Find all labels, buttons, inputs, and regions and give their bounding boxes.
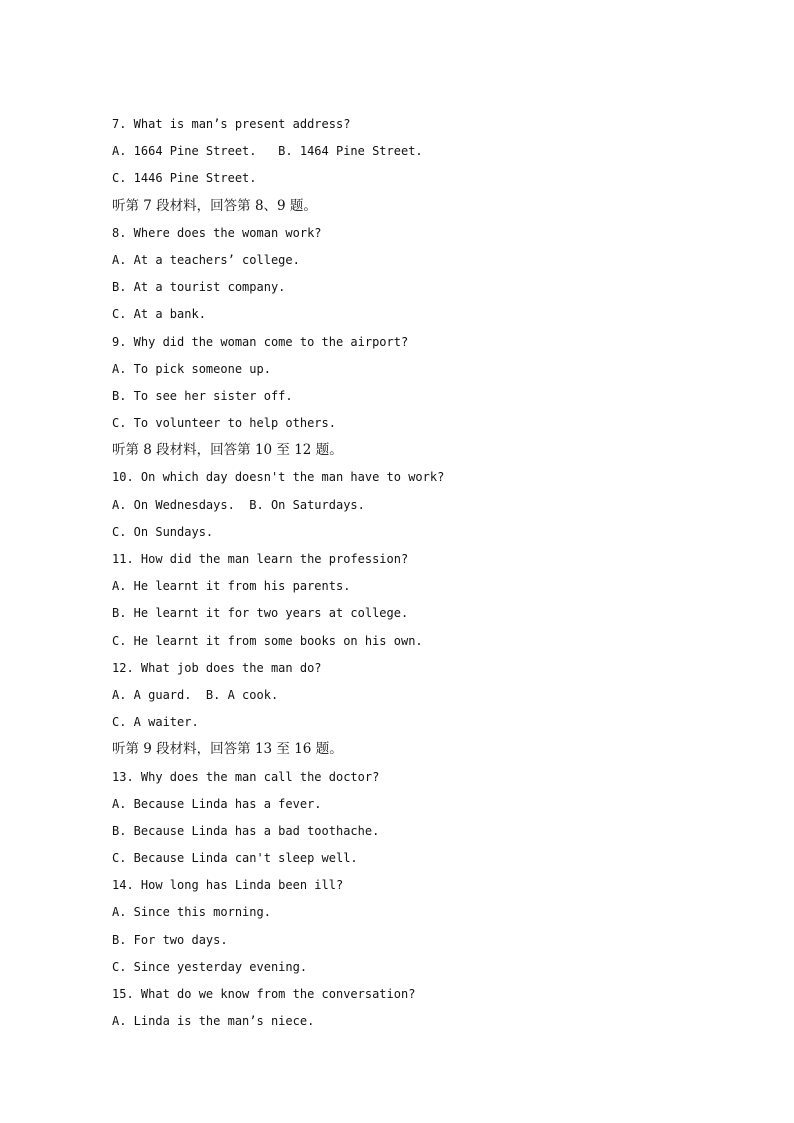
- option-line: C. At a bank.: [112, 307, 206, 322]
- option-line: A. Linda is the man’s niece.: [112, 1014, 315, 1029]
- option-line: B. For two days.: [112, 932, 228, 947]
- option-line: A. To pick someone up.: [112, 361, 271, 376]
- option-line: A. Because Linda has a fever.: [112, 796, 322, 811]
- question-15: 15. What do we know from the conversation?: [112, 987, 416, 1001]
- section-instruction: 听第 9 段材料，回答第 13 至 16 题。: [112, 741, 343, 758]
- option-line: A. On Wednesdays. B. On Saturdays.: [112, 497, 365, 512]
- question-list: [112, 114, 712, 1038]
- question-13: 13. Why does the man call the doctor?: [112, 769, 380, 784]
- option-line: B. At a tourist company.: [112, 280, 286, 295]
- option-line: A. 1664 Pine Street. B. 1464 Pine Street.: [112, 144, 423, 159]
- option-line: A. A guard. B. A cook.: [112, 687, 279, 702]
- section-instruction: 听第 8 段材料，回答第 10 至 12 题。: [112, 442, 343, 459]
- option-line: A. At a teachers’ college.: [112, 252, 300, 267]
- option-line: C. He learnt it from some books on his own.: [112, 633, 423, 648]
- question-9: 9. Why did the woman come to the airport?: [112, 334, 409, 349]
- option-line: C. To volunteer to help others.: [112, 416, 336, 431]
- section-instruction: 听第 7 段材料，回答第 8、9 题。: [112, 197, 317, 214]
- question-8: 8. Where does the woman work?: [112, 225, 322, 240]
- question-10: 10. On which day doesn't the man have to work?: [112, 470, 445, 485]
- option-line: B. He learnt it for two years at college.: [112, 606, 409, 621]
- option-line: C. Because Linda can't sleep well.: [112, 851, 358, 866]
- option-line: C. Since yesterday evening.: [112, 959, 308, 974]
- option-line: C. On Sundays.: [112, 524, 214, 539]
- option-line: C. 1446 Pine Street.: [112, 171, 257, 186]
- option-line: A. He learnt it from his parents.: [112, 579, 351, 594]
- question-12: 12. What job does the man do?: [112, 660, 322, 675]
- question-7: 7. What is man’s present address?: [112, 117, 351, 131]
- option-line: B. To see her sister off.: [112, 388, 293, 403]
- option-line: A. Since this morning.: [112, 905, 271, 920]
- option-line: B. Because Linda has a bad toothache.: [112, 823, 380, 838]
- question-11: 11. How did the man learn the profession?: [112, 552, 409, 566]
- question-14: 14. How long has Linda been ill?: [112, 878, 344, 893]
- option-line: C. A waiter.: [112, 715, 199, 730]
